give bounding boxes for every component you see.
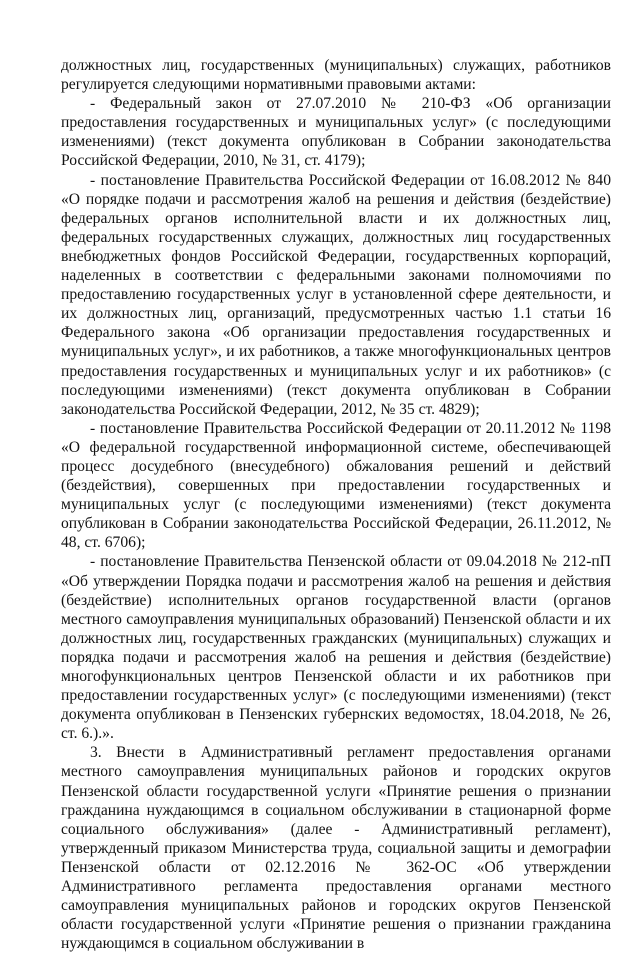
paragraph-item-3: 3. Внести в Административный регламент предоставления органами местного самоуправления муниципальных районов и городских округов Пензенской области государственной услуги «Принятие решения о признании гражданина нуждающимся в социальном обслуживании в стационарной форме социального обслуживания» (далее - Административный регламент), утвержденный приказом Министерства труда, социальной защиты и демографии Пензенской области от 02.12.2016 № 362-ОС «Об утверждении Административного регламента предоставления органами местного самоуправления муниципальных районов и городских округов Пензенской области государственной услуги «Принятие решения о признании гражданина нуждающимся в социальном обслуживании в bbox=[61, 744, 611, 953]
paragraph-continuation: должностных лиц, государственных (муниципальных) служащих, работников регулируется следующими нормативными правовыми актами: bbox=[61, 57, 611, 94]
paragraph-resolution-212-pp: - постановление Правительства Пензенской области от 09.04.2018 № 212-пП «Об утверждении Порядка подачи и рассмотрения жалоб на решения и действия (бездействие) исполнительных органов государственной власти (органов местного самоуправления муниципальных образований) Пензенской области и их должностных лиц, государственных гражданских (муниципальных) служащих и порядка подачи и рассмотрения жалоб на решения и действия (бездействие) многофункциональных центров Пензенской области и их работников при предоставлении государственных услуг» (с последующими изменениями) (текст документа опубликован в Пензенских губернских ведомостях, 18.04.2018, № 26, ст. 6.).». bbox=[61, 553, 611, 743]
paragraph-federal-law-210: - Федеральный закон от 27.07.2010 № 210-ФЗ «Об организации предоставления государственных и муниципальных услуг» (с последующими изменениями) (текст документа опубликован в Собрании законодательства Российской Федерации, 2010, № 31, ст. 4179); bbox=[61, 95, 611, 170]
paragraph-resolution-1198: - постановление Правительства Российской Федерации от 20.11.2012 № 1198 «О федеральной государственной информационной системе, обеспечивающей процесс досудебного (внесудебного) обжалования решений и действий (бездействия), совершенных при предоставлении государственных и муниципальных услуг (с последующими изменениями) (текст документа опубликован в Собрании законодательства Российской Федерации, 26.11.2012, № 48, ст. 6706); bbox=[61, 419, 611, 552]
paragraph-resolution-840: - постановление Правительства Российской Федерации от 16.08.2012 № 840 «О порядке подачи и рассмотрения жалоб на решения и действия (бездействие) федеральных органов исполнительной власти и их должностных лиц, федеральных государственных служащих, должностных лиц государственных внебюджетных фондов Российской Федерации, государственных корпораций, наделенных в соответствии с федеральными законами полномочиями по предоставлению государственных услуг в установленной сфере деятельности, и их должностных лиц, организаций, предусмотренных частью 1.1 статьи 16 Федерального закона «Об организации предоставления государственных и муниципальных услуг», и их работников, а также многофункциональных центров предоставления государственных и муниципальных услуг и их работников» (с последующими изменениями) (текст документа опубликован в Собрании законодательства Российской Федерации, 2012, № 35 ст. 4829); bbox=[61, 171, 611, 418]
document-page bbox=[61, 56, 611, 953]
